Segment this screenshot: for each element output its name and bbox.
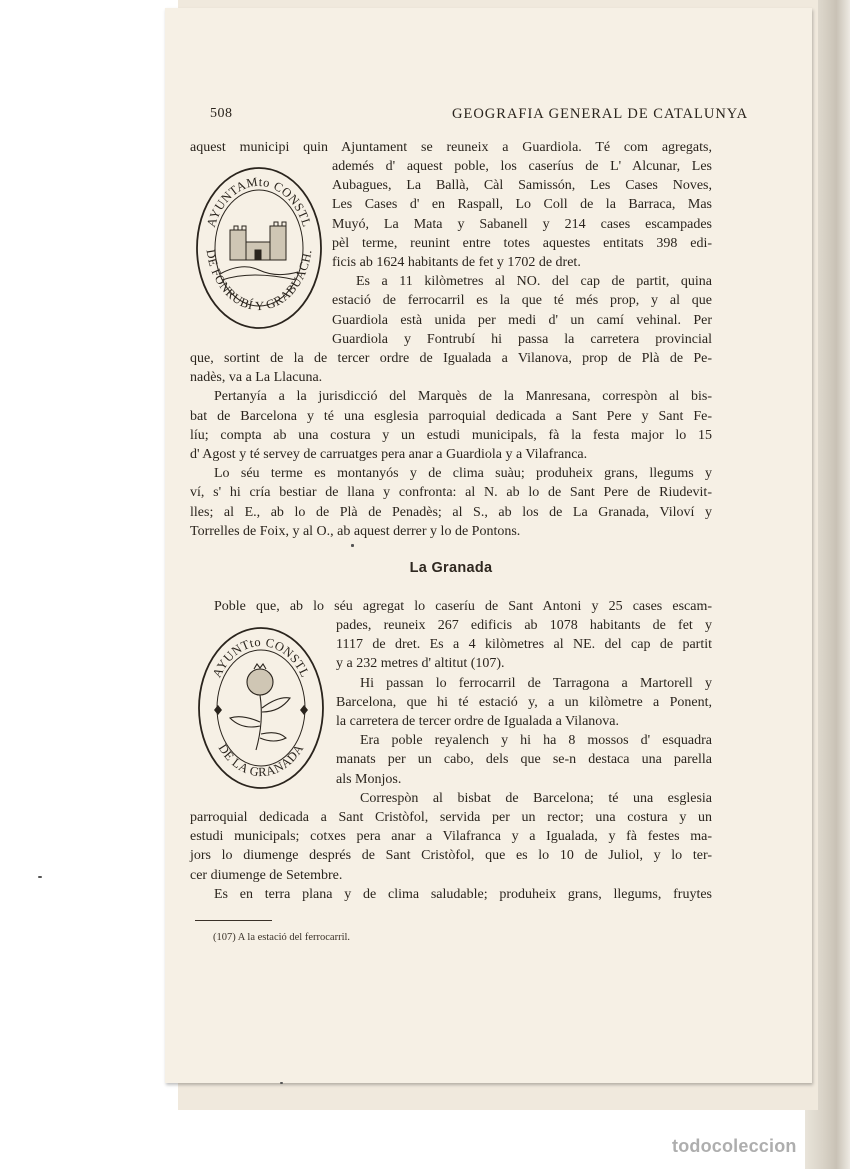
text-line: líu; compta ab una costura y un estudi municipals, fà la festa major lo 15 bbox=[190, 427, 712, 443]
text-line: nadès, va a La Llacuna. bbox=[190, 370, 323, 386]
section1-full-text bbox=[190, 349, 712, 541]
text-line: ví, s' hi cría bestiar de llana y confronta: al N. ab lo de Sant Pere de Riudevit- bbox=[190, 485, 712, 501]
dust-speck bbox=[351, 544, 354, 547]
text-line: cer diumenge de Setembre. bbox=[190, 867, 343, 883]
pomegranate-icon bbox=[230, 664, 290, 750]
section-heading-la-granada: La Granada bbox=[409, 560, 493, 576]
section2-full-text bbox=[190, 808, 712, 904]
running-title: GEOGRAFIA GENERAL DE CATALUNYA bbox=[452, 106, 749, 122]
text-line: Es en terra plana y de clima saludable; produheix grans, llegums, fruytes bbox=[214, 886, 712, 902]
text-line: lles; al E., ab lo de Plà de Penadès; al S., ab los de La Granada, Viloví y bbox=[190, 504, 712, 520]
dust-speck bbox=[280, 1082, 283, 1084]
granada-seal-top-text: AYUNTto CONSTL bbox=[209, 634, 313, 680]
footnote-107: (107) A la estació del ferrocarril. bbox=[213, 932, 351, 943]
text-line: als Monjos. bbox=[336, 771, 402, 787]
section1-top-line: aquest municipi quin Ajuntament se reuneix a Guardiola. Té com agregats, bbox=[190, 140, 712, 155]
castle-icon bbox=[220, 222, 298, 280]
text-line: Barcelona, que hi té estació y, a un kilòmetre a Ponent, bbox=[336, 694, 712, 710]
text-line: bat de Barcelona y té una esglesia parroquial dedicada a Sant Pere y Sant Fe- bbox=[190, 408, 712, 424]
text-line: Pertanyía a la jurisdicció del Marquès de la Manresana, correspòn al bis- bbox=[214, 389, 712, 405]
section2-wrap-text bbox=[336, 616, 712, 808]
fontrubi-seal-emblem bbox=[192, 162, 326, 334]
text-line: Torrelles de Foix, y al O., ab aquest derrer y lo de Pontons. bbox=[190, 523, 521, 539]
text-line: Guardiola y Fontrubí hi passa la carretera provincial bbox=[332, 331, 712, 347]
text-line: ficis ab 1624 habitants de fet y 1702 de dret. bbox=[332, 255, 581, 271]
granada-seal-emblem bbox=[194, 622, 328, 794]
text-line: estació de ferrocarril es la que té més prop, y al que bbox=[332, 293, 712, 309]
text-line: Muyó, La Mata y Sabanell y 214 cases escampades bbox=[332, 216, 712, 232]
fontrubi-seal-bottom-text: DE FONRUBÍ Y GRABUACH. bbox=[203, 248, 315, 314]
text-line: pades, reuneix 267 edificis ab 1078 habitants de fet y bbox=[336, 618, 712, 633]
fontrubi-seal-top-text: AYUNTAMto CONSTL bbox=[203, 174, 315, 229]
text-line: 1117 de dret. Es a 4 kilòmetres al NE. del cap de partit bbox=[336, 637, 712, 653]
fontrubi-seal bbox=[192, 162, 326, 334]
text-line: que, sortint de la de tercer ordre de Igualada a Vilanova, prop de Plà de Pe- bbox=[190, 351, 712, 366]
text-line: pèl terme, reunint entre totes aquestes entitats 398 edi- bbox=[332, 235, 712, 251]
text-line: jors lo diumenge després de Sant Cristòfol, que es lo 10 de Juliol, y lo ter- bbox=[190, 848, 712, 864]
granada-seal bbox=[194, 622, 328, 794]
text-line: ademés d' aquest poble, los caseríus de L' Alcunar, Les bbox=[332, 159, 712, 174]
granada-seal-bottom-text: DE LA GRANADA bbox=[215, 741, 307, 780]
text-line: la carretera de tercer ordre de Igualada a Vilanova. bbox=[336, 714, 620, 730]
section1-wrap-text bbox=[332, 157, 712, 349]
page-number: 508 bbox=[210, 106, 233, 121]
dust-speck bbox=[38, 876, 42, 878]
footnote-rule bbox=[195, 920, 272, 921]
text-line: d' Agost y té servey de carruatges pera anar a Guardiola y a Vilafranca. bbox=[190, 447, 588, 463]
text-line: Hi passan lo ferrocarril de Tarragona a Martorell y bbox=[360, 675, 712, 691]
text-line: Aubagues, La Ballà, Càl Samissón, Les Cases Noves, bbox=[332, 178, 712, 194]
text-line: Es a 11 kilòmetres al NO. del cap de partit, quina bbox=[356, 274, 712, 290]
text-line: parroquial dedicada a Sant Cristòfol, servida per un rector; una costura y un bbox=[190, 810, 712, 825]
watermark: todocoleccion bbox=[672, 1136, 797, 1156]
text-line: y a 232 metres d' altitut (107). bbox=[336, 656, 505, 672]
text-line: Guardiola està unida per medi d' un camí vehinal. Per bbox=[332, 312, 712, 328]
text-line: estudi municipals; cotxes pera anar a Vilafranca y a Igualada, y fà festes ma- bbox=[190, 829, 712, 845]
text-line: Lo séu terme es montanyós y de clima suàu; produheix grans, llegums y bbox=[214, 466, 712, 482]
text-line: Era poble reyalench y hi ha 8 mossos d' esquadra bbox=[360, 733, 712, 749]
section2-top-line: Poble que, ab lo séu agregat lo caseríu de Sant Antoni y 25 cases escam- bbox=[214, 599, 712, 614]
text-line: Correspòn al bisbat de Barcelona; té una esglesia bbox=[360, 790, 712, 806]
text-line: Les Cases d' en Raspall, Lo Coll de la Barraca, Mas bbox=[332, 197, 712, 213]
text-line: manats per un cabo, dels que se-n destaca una parella bbox=[336, 752, 712, 768]
